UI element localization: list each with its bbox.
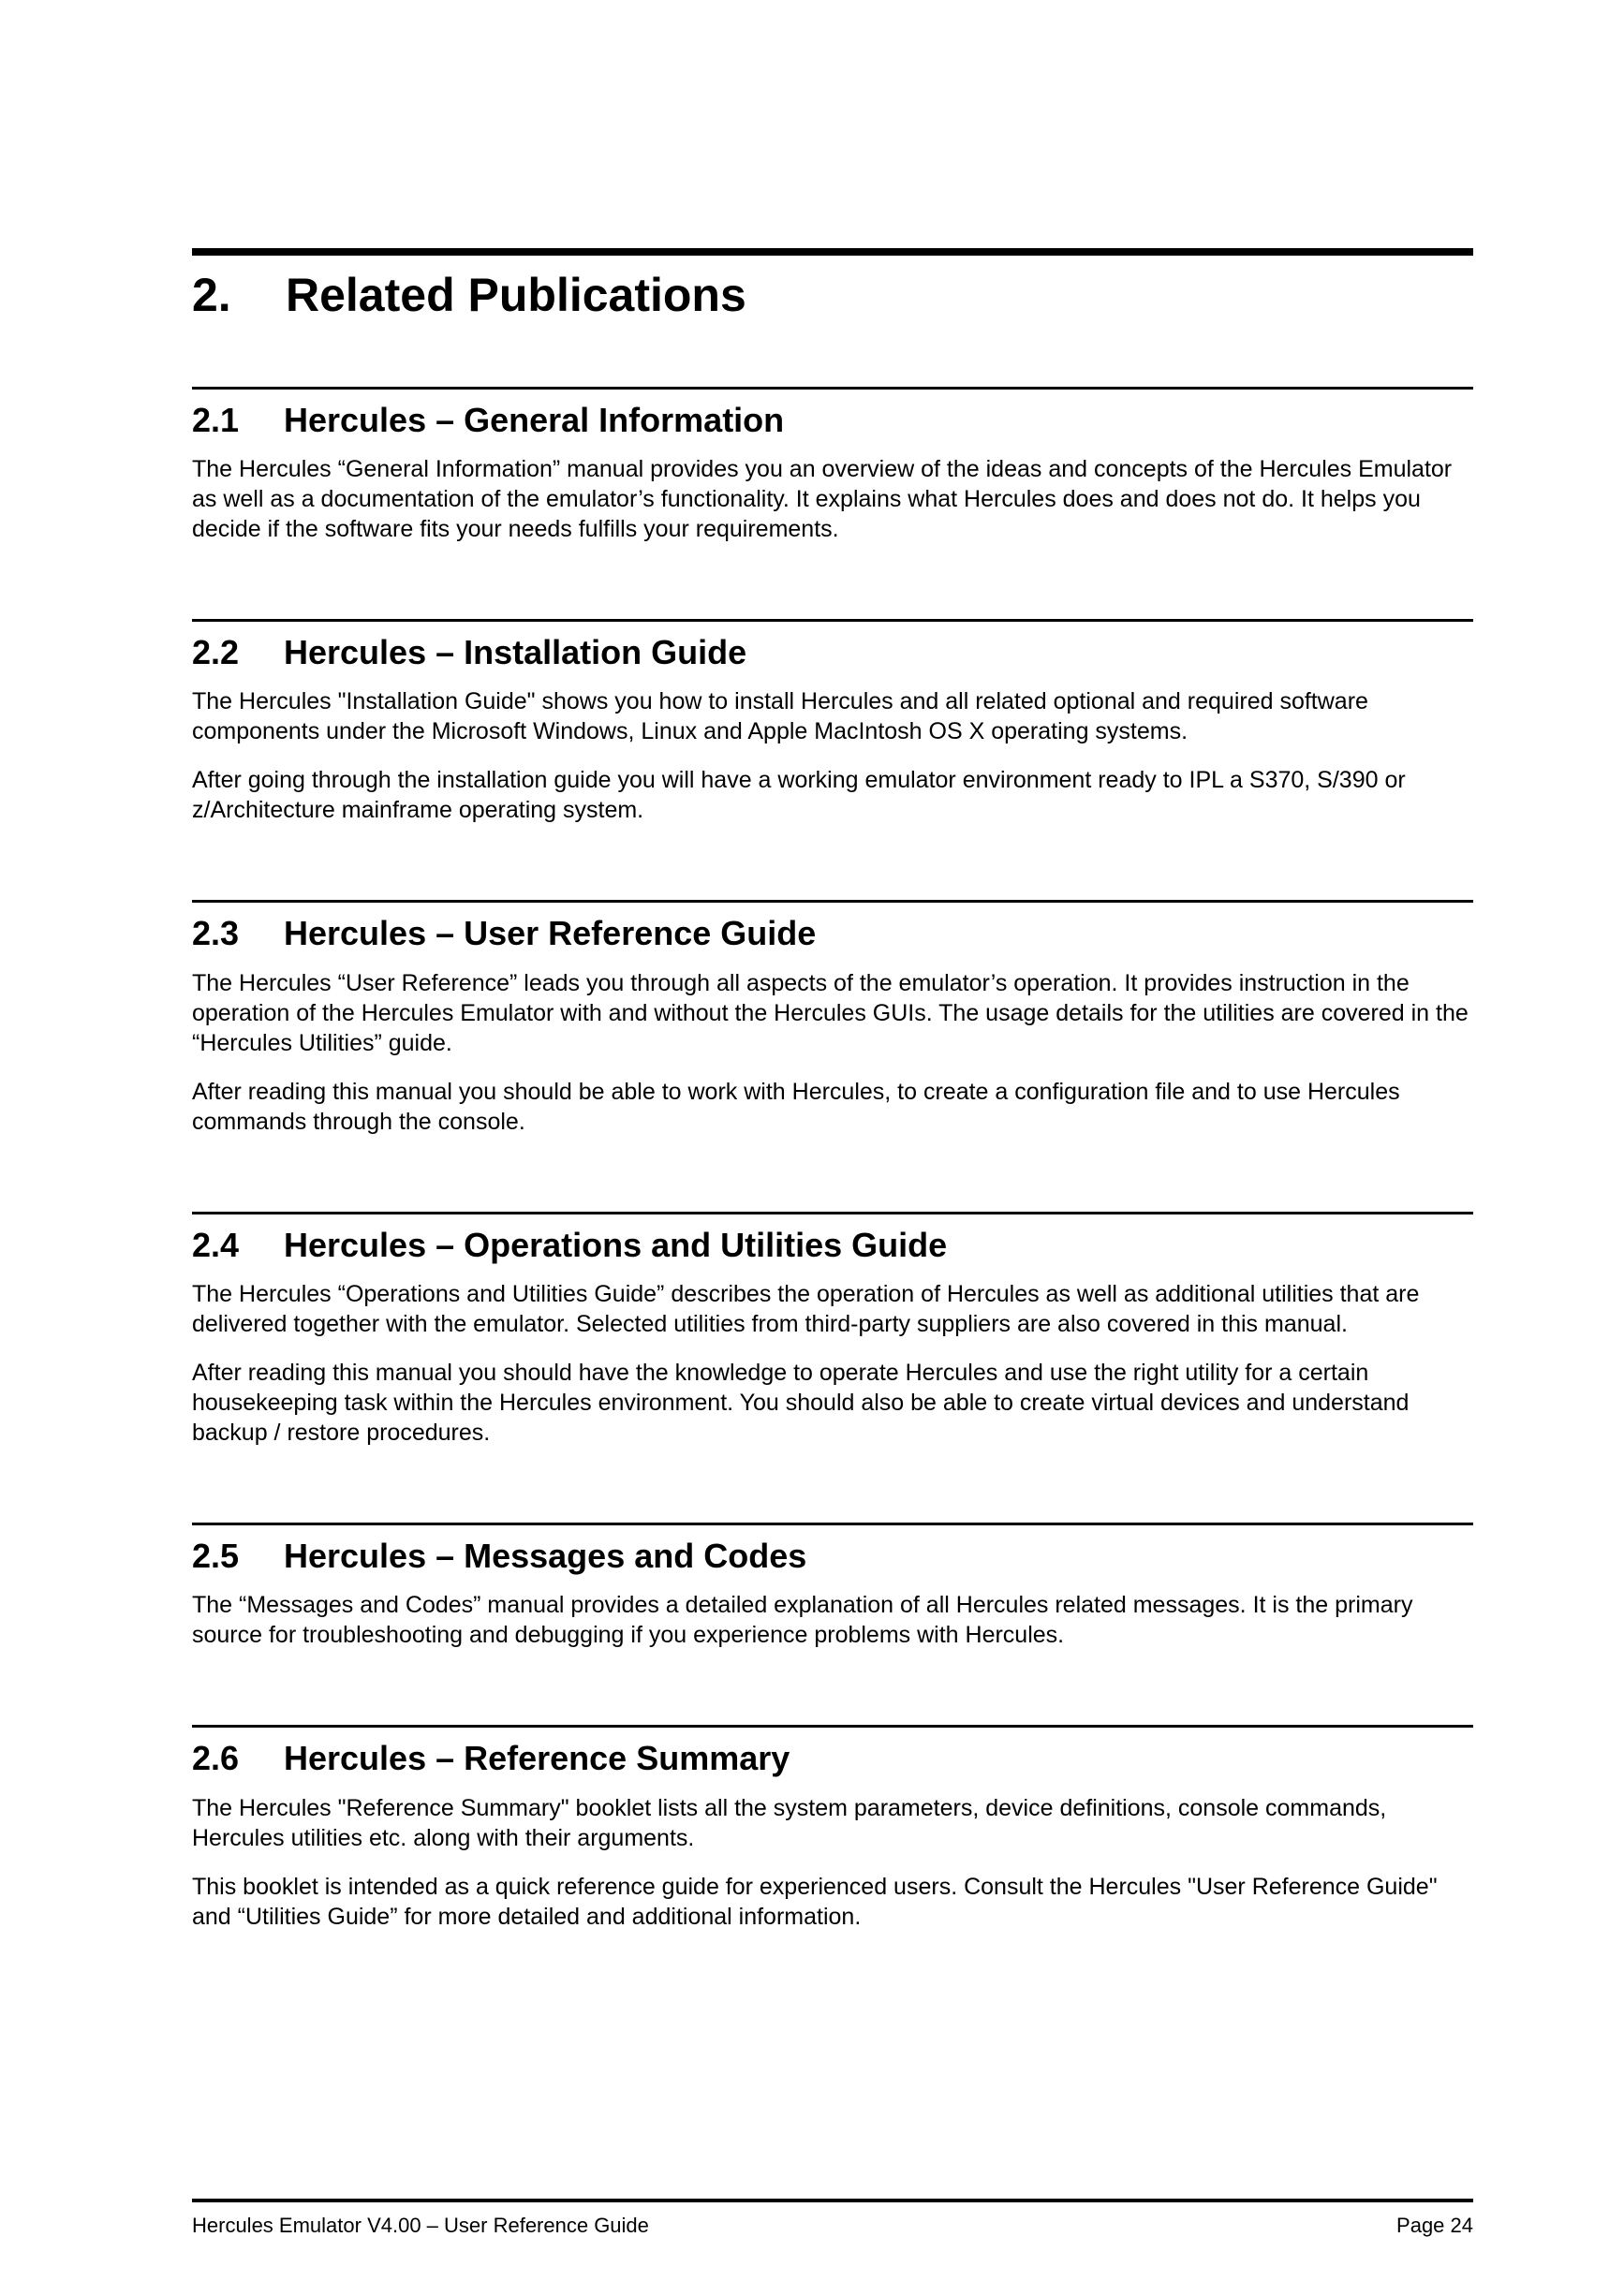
footer-document-title: Hercules Emulator V4.00 – User Reference Guide bbox=[192, 2214, 649, 2237]
section-2-6-paragraph: This booklet is intended as a quick reference guide for experienced users. Consult the Hercules "User Reference Guide" and “Utilities Guide” for more detailed and additional information. bbox=[192, 1873, 1438, 1930]
section-2-2-number: 2.2 bbox=[192, 632, 240, 671]
section-2-5-title: Hercules – Messages and Codes bbox=[284, 1537, 807, 1576]
section-2-3-number: 2.3 bbox=[192, 914, 240, 953]
section-2-4-title: Hercules – Operations and Utilities Guide bbox=[284, 1225, 948, 1264]
section-2-5-number: 2.5 bbox=[192, 1537, 240, 1576]
section-2-6-title: Hercules – Reference Summary bbox=[284, 1739, 790, 1778]
section-2-3-paragraph: After reading this manual you should be able to work with Hercules, to create a configuration file and to use Hercules commands through the console. bbox=[192, 1078, 1400, 1135]
chapter-heading bbox=[192, 248, 1473, 323]
section-2-1-number: 2.1 bbox=[192, 400, 240, 439]
section-2-6-number: 2.6 bbox=[192, 1739, 240, 1778]
section-2-4-heading bbox=[192, 1214, 1473, 1264]
section-2-3-paragraph: The Hercules “User Reference” leads you through all aspects of the emulator’s operation. It provides instruction in the operation of the Hercules Emulator with and without the Hercules GUIs. The usage details for the utilities are covered in the “Hercules Utilities” guide. bbox=[192, 969, 1469, 1056]
section-2-4-paragraph: The Hercules “Operations and Utilities Guide” describes the operation of Hercules as well as additional utilities that are delivered together with the emulator. Selected utilities from third-party suppliers are also covered in this manual. bbox=[192, 1281, 1420, 1338]
page-footer bbox=[192, 2199, 1473, 2238]
section-2-4-number: 2.4 bbox=[192, 1225, 240, 1264]
section-2-2-heading bbox=[192, 622, 1473, 671]
section-2-6 bbox=[192, 1725, 1473, 2006]
chapter-title: Related Publications bbox=[286, 269, 746, 321]
section-2-5 bbox=[192, 1523, 1473, 1725]
section-2-3 bbox=[192, 900, 1473, 1211]
chapter-number: 2. bbox=[192, 269, 231, 321]
section-2-3-heading bbox=[192, 903, 1473, 952]
section-2-5-heading bbox=[192, 1525, 1473, 1575]
section-2-6-paragraph: The Hercules "Reference Summary" booklet lists all the system parameters, device definitions, console commands, Hercules utilities etc. along with their arguments. bbox=[192, 1794, 1387, 1851]
section-2-1 bbox=[192, 387, 1473, 619]
section-2-2 bbox=[192, 619, 1473, 900]
section-2-2-title: Hercules – Installation Guide bbox=[284, 632, 747, 671]
page-content bbox=[192, 0, 1473, 2007]
section-2-2-paragraph: The Hercules "Installation Guide" shows you how to install Hercules and all related optional and required software components under the Microsoft Windows, Linux and Apple MacIntosh OS X operating systems. bbox=[192, 688, 1368, 745]
section-2-3-title: Hercules – User Reference Guide bbox=[284, 914, 817, 953]
section-2-1-heading bbox=[192, 390, 1473, 439]
section-2-4 bbox=[192, 1212, 1473, 1523]
section-2-5-paragraph: The “Messages and Codes” manual provides a detailed explanation of all Hercules related messages. It is the primary source for troubleshooting and debugging if you experience problems with Hercules. bbox=[192, 1592, 1413, 1649]
section-2-1-title: Hercules – General Information bbox=[284, 400, 785, 439]
section-2-4-paragraph: After reading this manual you should have the knowledge to operate Hercules and use the right utility for a certain housekeeping task within the Hercules environment. You should also be able to create virtual devices and understand backup / restore procedures. bbox=[192, 1360, 1410, 1447]
section-2-2-paragraph: After going through the installation guide you will have a working emulator environment ready to IPL a S370, S/390 or z/Architecture mainframe operating system. bbox=[192, 767, 1406, 824]
section-2-6-heading bbox=[192, 1728, 1473, 1777]
footer-page-number: Page 24 bbox=[1396, 2214, 1473, 2237]
section-2-1-paragraph: The Hercules “General Information” manual provides you an overview of the ideas and concepts of the Hercules Emulator as well as a documentation of the emulator’s functionality. It explains what Hercules does and does not do. It helps you decide if the software fits your needs fulfills your requirements. bbox=[192, 455, 1453, 542]
